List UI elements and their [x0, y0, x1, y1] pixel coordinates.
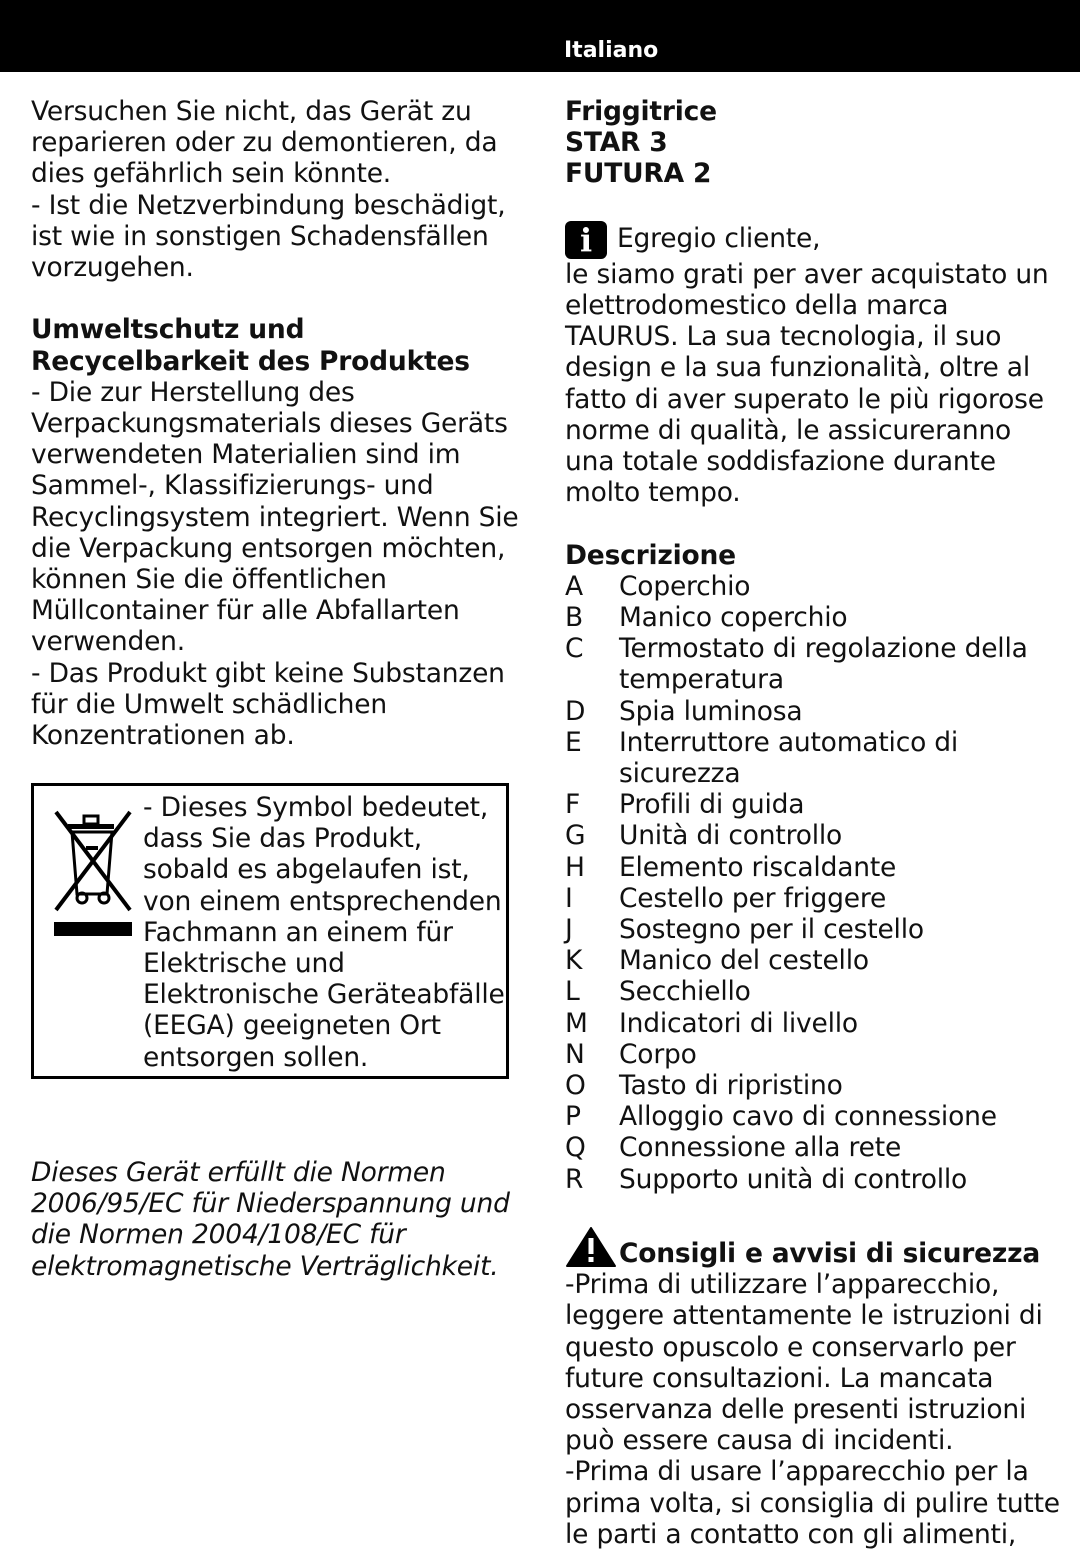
list-item: [565, 727, 1065, 789]
safety-heading: Consigli e avvisi di sicurezza: [619, 1238, 1041, 1270]
item-letter: D: [565, 695, 586, 727]
item-text: Elemento riscaldante: [619, 851, 897, 883]
environment-heading: Umweltschutz und Recycelbarkeit des Produktes: [31, 314, 470, 377]
paragraph: Versuchen Sie nicht, das Gerät zu reparieren oder zu demontieren, da dies gefährlich sein könnte.: [31, 96, 498, 190]
item-letter: G: [565, 820, 586, 852]
item-text: Interruttore automatico di sicurezza: [619, 726, 959, 790]
list-item: [565, 1039, 1065, 1070]
info-icon: i: [565, 221, 607, 259]
list-item: [565, 883, 1065, 914]
item-letter: N: [565, 1038, 585, 1070]
weee-text: - Dieses Symbol bedeutet, dass Sie das Produkt, sobald es abgelaufen ist, von einem entsprechenden Fachmann an einem für Elektrische und Elektronische Geräteabfälle (EEGA) geeigneten Ort entsorgen sollen.: [143, 792, 505, 1073]
item-text: Sostegno per il cestello: [619, 914, 924, 946]
product-title-line: STAR 3: [565, 127, 668, 159]
item-text: Manico del cestello: [619, 945, 869, 977]
item-text: Secchiello: [619, 976, 751, 1008]
item-letter: R: [565, 1163, 584, 1195]
item-letter: C: [565, 633, 584, 665]
item-letter: O: [565, 1070, 586, 1102]
norms-text: Dieses Gerät erfüllt die Normen 2006/95/EC für Niederspannung und die Normen 2004/108/EC für elektromagnetische Verträglichkeit.: [31, 1157, 510, 1282]
list-item: [565, 1164, 1065, 1195]
paragraph: - Das Produkt gibt keine Substanzen für die Umwelt schädlichen Konzentrationen ab.: [31, 657, 505, 752]
item-text: Cestello per friggere: [619, 882, 887, 914]
list-item: [565, 633, 1065, 695]
item-text: Corpo: [619, 1038, 697, 1070]
paragraph: - Die zur Herstellung des Verpackungsmaterials dieses Geräts verwendeten Materialien sind im Sammel-, Klassifizierungs- und Recyclingsystem integriert. Wenn Sie die Verpackung entsorgen möchten, können Sie die öffentlichen Müllcontainer für alle Abfallarten verwenden.: [31, 376, 519, 658]
item-letter: E: [565, 726, 582, 758]
list-item: [565, 1132, 1065, 1163]
item-text: Alloggio cavo di connessione: [619, 1101, 997, 1133]
item-letter: B: [565, 602, 583, 634]
list-item: [565, 914, 1065, 945]
item-letter: J: [565, 914, 573, 946]
paragraph: -Prima di utilizzare l’apparecchio, leggere attentamente le istruzioni di questo opuscolo e conservarlo per future consultazioni. La mancata osservanza delle presenti istruzioni può essere causa di incidenti.: [565, 1269, 1043, 1457]
warning-icon: [565, 1226, 617, 1268]
list-item: [565, 696, 1065, 727]
item-text: Supporto unità di controllo: [619, 1163, 968, 1195]
item-letter: I: [565, 882, 573, 914]
item-letter: P: [565, 1101, 581, 1133]
item-text: Indicatori di livello: [619, 1007, 858, 1039]
intro-paragraph: le siamo grati per aver acquistato un elettrodomestico della marca TAURUS. La sua tecnologia, il suo design e la sua funzionalità, oltre al fatto di aver superato le più rigorose norme di qualità, le assicureranno una totale soddisfazione durante molto tempo.: [565, 258, 1049, 509]
item-letter: F: [565, 789, 581, 821]
header-bar: [0, 0, 1080, 72]
left-column: [31, 96, 521, 751]
list-item: [565, 1070, 1065, 1101]
paragraph: - Ist die Netzverbindung beschädigt, ist wie in sonstigen Schadensfällen vorzugehen.: [31, 189, 506, 284]
item-text: Profili di guida: [619, 789, 805, 821]
list-item: [565, 571, 1065, 602]
greeting: Egregio cliente,: [617, 222, 821, 254]
item-text: Termostato di regolazione della temperatura: [619, 633, 1028, 696]
list-item: [565, 602, 1065, 633]
paragraph: -Prima di usare l’apparecchio per la prima volta, si consiglia di pulire tutte le parti a contatto con gli alimenti,: [565, 1456, 1060, 1550]
item-text: Tasto di ripristino: [619, 1070, 843, 1102]
crossed-bin-icon: [50, 806, 134, 936]
right-column: [565, 96, 1065, 1550]
list-item: [565, 1008, 1065, 1039]
item-letter: K: [565, 945, 583, 977]
item-letter: M: [565, 1007, 588, 1039]
list-item: [565, 820, 1065, 851]
description-list: [565, 571, 1065, 1195]
description-heading: Descrizione: [565, 539, 736, 571]
list-item: [565, 976, 1065, 1007]
list-item: [565, 1101, 1065, 1132]
list-item: [565, 852, 1065, 883]
item-text: Coperchio: [619, 570, 751, 602]
list-item: [565, 945, 1065, 976]
item-letter: A: [565, 570, 583, 602]
item-text: Connessione alla rete: [619, 1132, 902, 1164]
item-text: Manico coperchio: [619, 602, 848, 634]
product-title-line: FUTURA 2: [565, 158, 712, 190]
list-item: [565, 789, 1065, 820]
item-letter: L: [565, 976, 580, 1008]
product-title-line: Friggitrice: [565, 96, 717, 127]
item-text: Unità di controllo: [619, 820, 843, 852]
language-label: Italiano: [564, 38, 659, 63]
weee-notice-box: [31, 783, 509, 1079]
item-text: Spia luminosa: [619, 695, 803, 727]
item-letter: H: [565, 851, 585, 883]
item-letter: Q: [565, 1132, 586, 1164]
